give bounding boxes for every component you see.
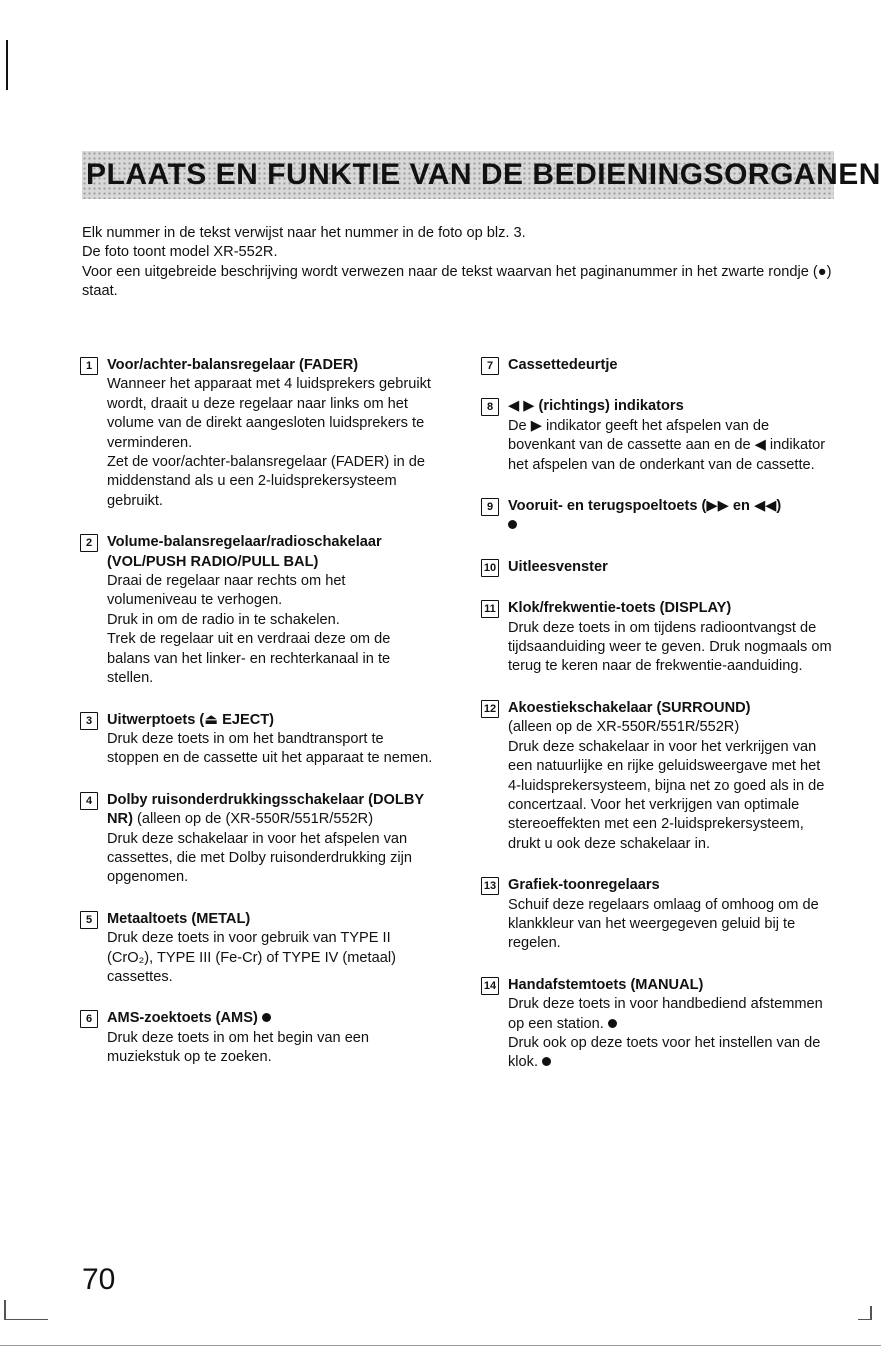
item-text: Druk deze toets in voor gebruik van TYPE II (CrO₂), TYPE III (Fe-Cr) of TYPE IV (metaal) cassettes. — [107, 930, 396, 985]
intro-line: Elk nummer in de tekst verwijst naar het nummer in de foto op blz. 3. — [82, 225, 526, 241]
item-2 — [80, 533, 435, 688]
item-1 — [80, 356, 435, 511]
item-text: Schuif deze regelaars omlaag of omhoog om de klankkleur van het weergegeven geluid bij te regelen. — [508, 896, 819, 952]
item-title: Uitwerptoets (⏏ EJECT) — [107, 711, 275, 728]
item-text: Druk ook op deze toets voor het instellen van de klok. — [508, 1034, 821, 1071]
item-number-box: 6 — [80, 1010, 98, 1028]
intro-line: Voor een uitgebreide beschrijving wordt verwezen naar de tekst waarvan het paginanummer in het zwarte rondje (●) staat. — [82, 263, 832, 299]
crop-mark — [4, 1300, 6, 1320]
intro-line: De foto toont model XR-552R. — [82, 244, 278, 261]
item-title: Cassettedeurtje — [508, 357, 618, 373]
item-title-note: (alleen op de (XR-550R/551R/552R) — [137, 811, 374, 828]
item-number-box: 10 — [481, 559, 499, 577]
crop-mark — [858, 1319, 872, 1320]
item-13 — [481, 876, 836, 954]
item-10 — [481, 558, 836, 577]
scan-bottom-rule — [0, 1345, 881, 1346]
item-7 — [481, 356, 836, 375]
item-title: Volume-balansregelaar/radioschakelaar (VOL/PUSH RADIO/PULL BAL) — [107, 534, 382, 570]
item-9 — [481, 497, 836, 536]
item-number-box: 14 — [481, 977, 499, 995]
crop-mark — [870, 1306, 872, 1320]
item-number-box: 3 — [80, 712, 98, 730]
item-number-box: 11 — [481, 600, 499, 618]
item-text: Druk deze schakelaar in voor het verkrijgen van een natuurlijke en rijke geluidsweergave met het 4-luidsprekersysteem, bijna net zo goed als in de concertzaal. Voor het verkrijgen van optimale stereoeffekten met een 2-luidsprekersysteem, drukt u ook deze schakelaar in. — [508, 738, 825, 852]
item-5 — [80, 910, 435, 988]
reference-dot-icon — [262, 1013, 271, 1022]
item-text: Druk deze toets in voor handbediend afstemmen op een station. — [508, 996, 823, 1032]
item-number-box: 13 — [481, 877, 499, 895]
page-title: PLAATS EN FUNKTIE VAN DE BEDIENINGSORGANEN — [86, 158, 881, 191]
item-title: AMS-zoektoets (AMS) — [107, 1010, 258, 1027]
reference-dot-icon — [542, 1057, 551, 1066]
item-title: Handafstemtoets (MANUAL) — [508, 976, 704, 993]
item-8 — [481, 397, 836, 475]
item-3 — [80, 711, 435, 769]
item-text: Druk deze schakelaar in voor het afspelen van cassettes, die met Dolby ruisonderdrukking zijn opgenomen. — [107, 830, 412, 886]
item-number-box: 9 — [481, 498, 499, 516]
page-number: 70 — [82, 1263, 116, 1296]
item-number-box: 1 — [80, 357, 98, 375]
reference-dot-icon — [508, 520, 517, 529]
item-title: Akoestiekschakelaar (SURROUND) — [508, 699, 751, 716]
item-4 — [80, 791, 435, 888]
item-14 — [481, 976, 836, 1073]
item-title: Voor/achter-balansregelaar (FADER) — [107, 357, 359, 373]
item-title: Vooruit- en terugspoeltoets (▶▶ en ◀◀) — [508, 498, 782, 515]
item-text: Zet de voor/achter-balansregelaar (FADER) in de middenstand als u een 2-luidsprekersysteem gebruikt. — [107, 454, 425, 509]
right-column — [481, 356, 836, 1073]
item-text: Draai de regelaar naar rechts om het volumeniveau te verhogen. — [107, 573, 346, 609]
crop-mark — [4, 1319, 48, 1320]
intro-text — [82, 224, 842, 301]
item-text: Druk deze toets in om het bandtransport te stoppen en de cassette uit het apparaat te nemen. — [107, 730, 433, 767]
item-title: Grafiek-toonregelaars — [508, 877, 660, 894]
item-6 — [80, 1009, 435, 1067]
item-number-box: 7 — [481, 357, 499, 375]
item-12 — [481, 699, 836, 854]
item-text: Druk in om de radio in te schakelen. — [107, 611, 340, 628]
item-number-box: 2 — [80, 534, 98, 552]
item-number-box: 8 — [481, 398, 499, 416]
item-text: Druk deze toets in om tijdens radioontvangst de tijdsaanduiding weer te geven. Druk nogmaals om terug te keren naar de frekwentie-aanduiding. — [508, 619, 832, 675]
item-number-box: 12 — [481, 700, 499, 718]
left-column — [80, 356, 435, 1068]
item-text: (alleen op de XR-550R/551R/552R) — [508, 719, 740, 736]
item-number-box: 5 — [80, 911, 98, 929]
item-11 — [481, 599, 836, 677]
item-title: Dolby ruisonderdrukkingsschakelaar (DOLBY NR) — [107, 791, 424, 828]
item-title: ◀ ▶ (richtings) indikators — [508, 398, 684, 415]
item-title: Klok/frekwentie-toets (DISPLAY) — [508, 600, 732, 617]
item-text: De ▶ indikator geeft het afspelen van de bovenkant van de cassette aan en de ◀ indikator het afspelen van de onderkant van de cassette. — [508, 417, 826, 473]
reference-dot-icon — [608, 1019, 617, 1028]
item-text: Wanneer het apparaat met 4 luidsprekers gebruikt wordt, draait u deze regelaar naar links om het volume van de direkt aangesloten luidsprekers te verminderen. — [107, 376, 431, 451]
item-title: Uitleesvenster — [508, 558, 608, 575]
scan-edge-mark — [6, 40, 8, 90]
item-text: Trek de regelaar uit en verdraai deze om de balans van het linker- en rechterkanaal in te stellen. — [107, 631, 391, 687]
item-title: Metaaltoets (METAL) — [107, 910, 251, 927]
item-number-box: 4 — [80, 792, 98, 810]
item-text: Druk deze toets in om het begin van een muziekstuk op te zoeken. — [107, 1029, 370, 1066]
